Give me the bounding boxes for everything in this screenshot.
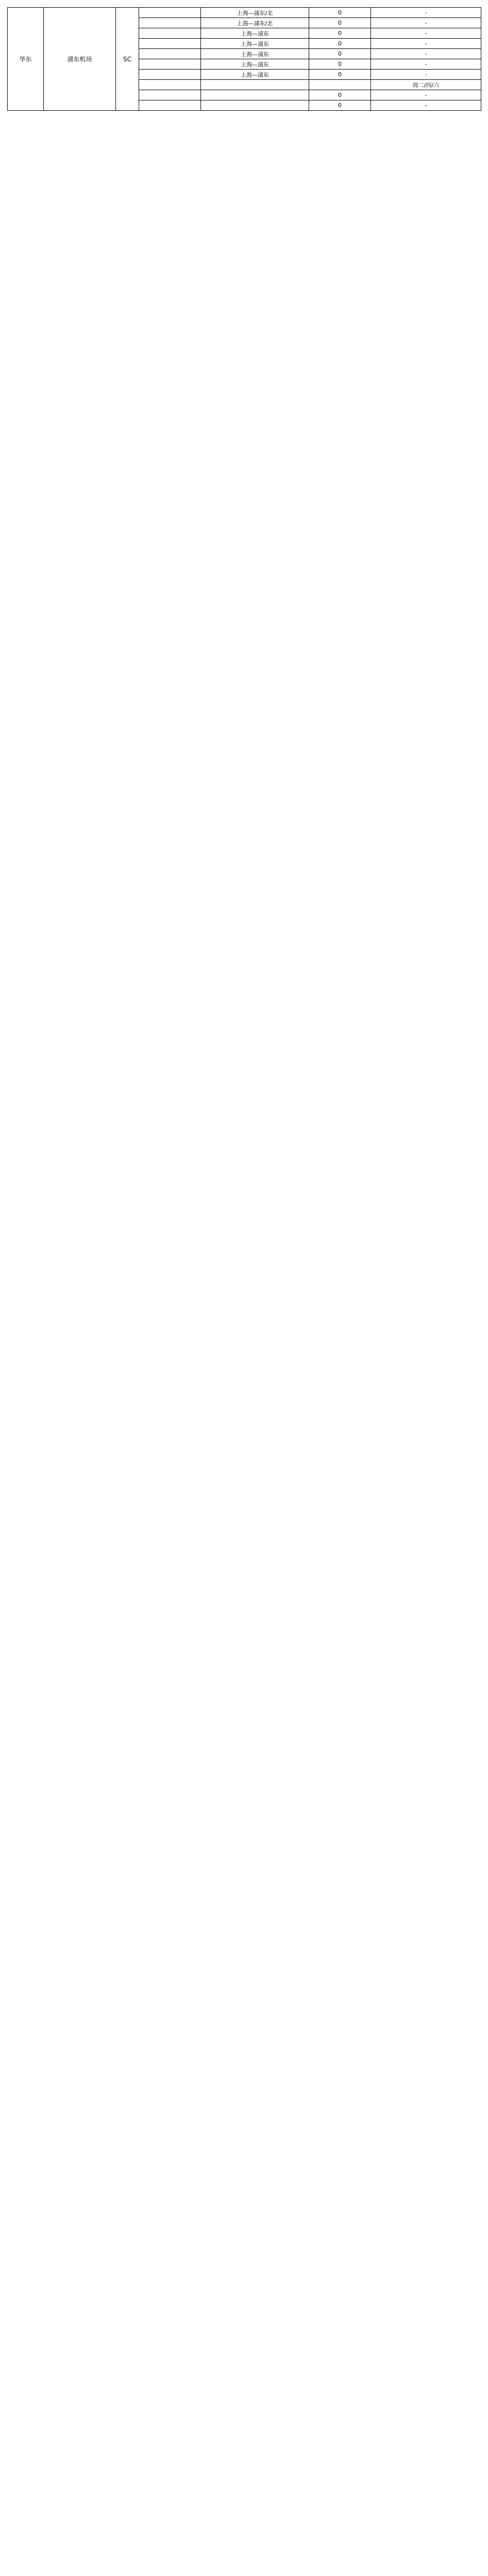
airport-cell: 浦东机场 [44,8,116,111]
route-cell: 上海—浦东 [201,70,309,80]
flight-schedule-table [7,7,481,111]
route-cell: 上海—浦东/北 [201,8,309,18]
route-cell: 上海—浦东/北 [201,18,309,28]
table-row [8,8,481,18]
note-cell: - [371,8,481,18]
route-cell [201,90,309,100]
flight-number-cell [139,80,201,90]
count-cell: 0 [309,39,371,49]
flight-number-cell [139,39,201,49]
route-cell [201,100,309,111]
note-cell: - [371,59,481,70]
note-cell: - [371,49,481,59]
route-cell: 上海—浦东 [201,49,309,59]
count-cell: 0 [309,100,371,111]
count-cell: 0 [309,59,371,70]
count-cell: 0 [309,49,371,59]
flight-number-cell [139,70,201,80]
flight-number-cell [139,18,201,28]
count-cell: 0 [309,70,371,80]
count-cell: 0 [309,18,371,28]
note-cell: - [371,39,481,49]
route-cell: 上海—浦东 [201,28,309,39]
count-cell: 0 [309,8,371,18]
table-body [8,8,481,111]
note-cell: - [371,100,481,111]
count-cell: 0 [309,90,371,100]
flight-number-cell [139,90,201,100]
count-cell: 0 [309,28,371,39]
note-cell: 周二/四/六 [371,80,481,90]
count-cell [309,80,371,90]
region-cell: 华东 [8,8,44,111]
route-cell [201,80,309,90]
route-cell: 上海—浦东 [201,59,309,70]
flight-number-cell [139,59,201,70]
flight-number-cell [139,100,201,111]
airline-code-cell: SC [116,8,139,111]
flight-number-cell [139,8,201,18]
note-cell: - [371,18,481,28]
note-cell: - [371,70,481,80]
flight-number-cell [139,28,201,39]
note-cell: - [371,90,481,100]
flight-schedule-sheet [7,7,481,111]
route-cell: 上海—浦东 [201,39,309,49]
note-cell: - [371,28,481,39]
flight-number-cell [139,49,201,59]
